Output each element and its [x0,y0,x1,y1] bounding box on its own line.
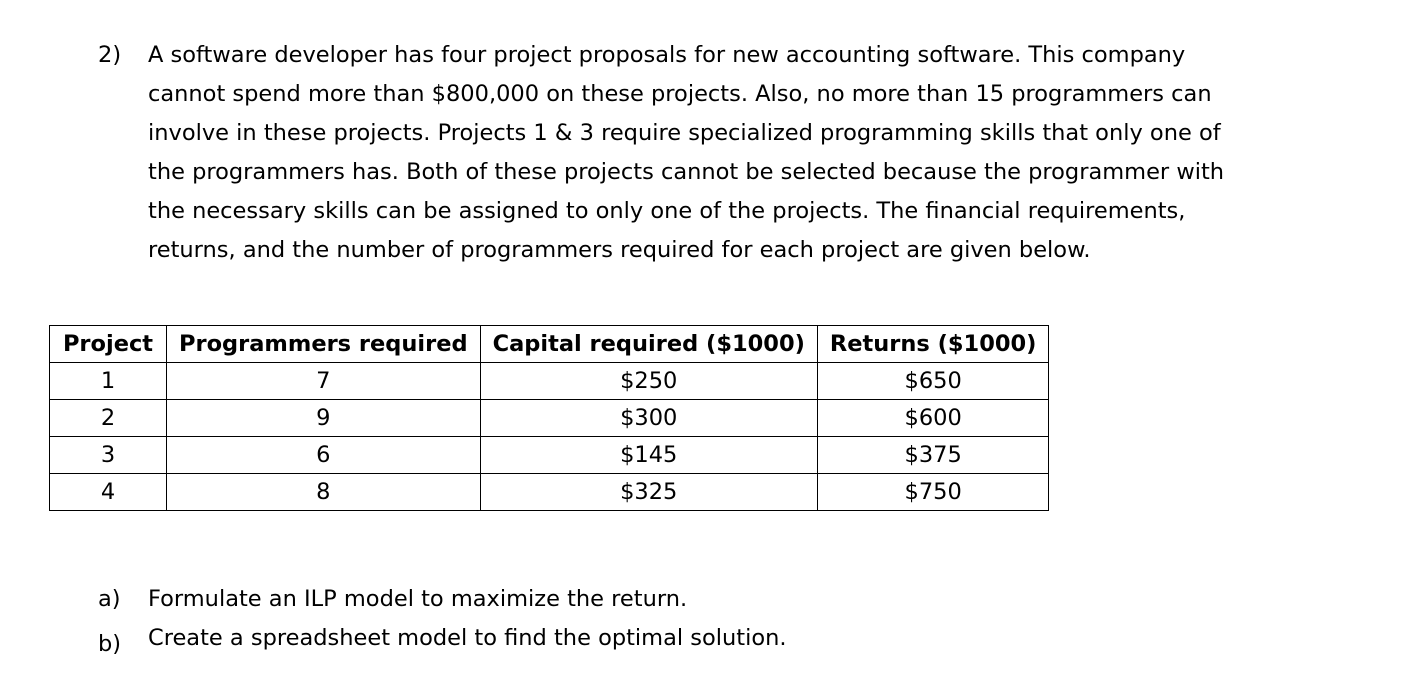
header-project: Project [50,326,167,363]
programmers-cell: 8 [167,474,481,511]
question-line: the necessary skills can be assigned to only one of the projects. The financial requirements, [148,198,1186,224]
question-text [148,36,1358,270]
question-line: involve in these projects. Projects 1 & 3 require specialized programming skills that only one of [148,120,1221,146]
question-line: returns, and the number of programmers required for each project are given below. [148,237,1091,263]
capital-cell: $145 [480,437,817,474]
question-line: A software developer has four project proposals for new accounting software. This company [148,42,1186,68]
project-cell: 1 [50,363,167,400]
returns-cell: $750 [817,474,1049,511]
programmers-cell: 6 [167,437,481,474]
question-line: the programmers has. Both of these projects cannot be selected because the programmer with [148,159,1225,185]
returns-cell: $650 [817,363,1049,400]
task-marker: a) [98,586,121,612]
task-text: Create a spreadsheet model to find the optimal solution. [148,625,787,651]
project-table [49,325,1049,511]
table-row [50,474,1049,511]
project-cell: 3 [50,437,167,474]
programmers-cell: 7 [167,363,481,400]
table-row [50,400,1049,437]
table-row [50,437,1049,474]
capital-cell: $250 [480,363,817,400]
task-text: Formulate an ILP model to maximize the return. [148,586,688,612]
header-programmers-required: Programmers required [167,326,481,363]
question-number: 2) [98,42,122,68]
task-marker: b) [98,631,122,657]
programmers-cell: 9 [167,400,481,437]
project-cell: 4 [50,474,167,511]
capital-cell: $325 [480,474,817,511]
header-returns: Returns ($1000) [817,326,1049,363]
capital-cell: $300 [480,400,817,437]
table-row [50,363,1049,400]
returns-cell: $600 [817,400,1049,437]
returns-cell: $375 [817,437,1049,474]
project-cell: 2 [50,400,167,437]
header-capital-required: Capital required ($1000) [480,326,817,363]
table-header-row [50,326,1049,363]
question-line: cannot spend more than $800,000 on these projects. Also, no more than 15 programmers can [148,81,1212,107]
